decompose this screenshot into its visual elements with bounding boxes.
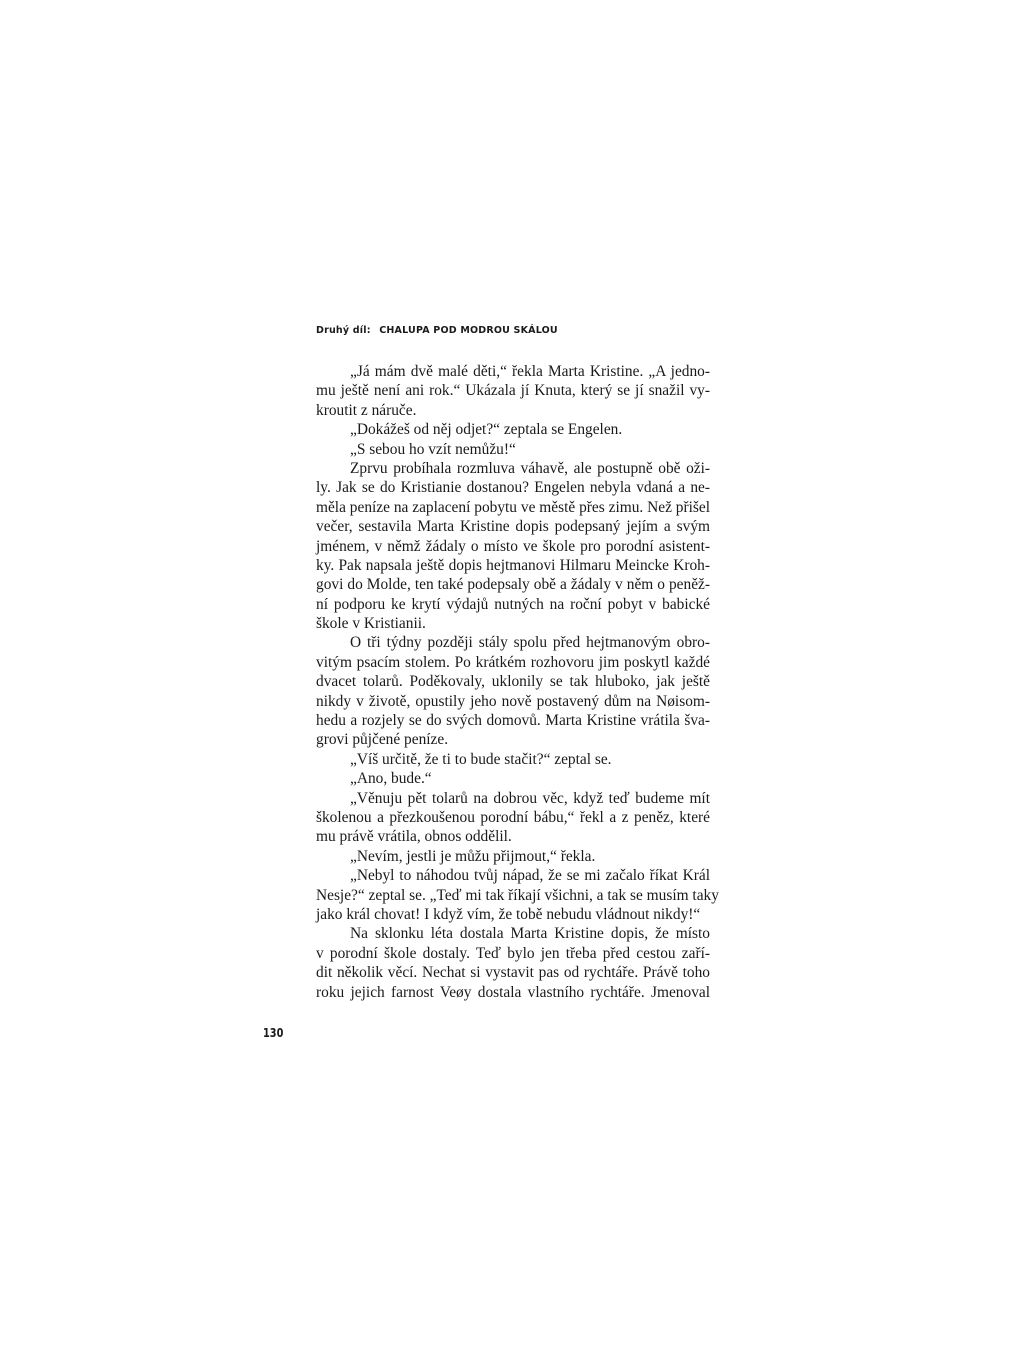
text-line: ly. Jak se do Kristianie dostanou? Engelen nebyla vdaná a ne- [316, 479, 710, 497]
text-line: ní podporu ke krytí výdajů nutných na roční pobyt v babické [316, 595, 710, 613]
text-line: govi do Molde, ten také podepsaly obě a žádaly v něm o peněž- [316, 576, 710, 594]
text-line: jménem, v němž žádaly o místo ve škole pro porodní asistent- [316, 537, 710, 555]
text-line: dvacet tolarů. Poděkovaly, uklonily se tak hluboko, jak ještě [316, 673, 710, 691]
text-line: „Víš určitě, že ti to bude stačit?“ zeptal se. [350, 750, 612, 768]
text-line: dit několik věcí. Nechat si vystavit pas od rychtáře. Právě toho [316, 964, 710, 982]
text-line: mu ještě není ani rok.“ Ukázala jí Knuta, který se jí snažil vy- [316, 382, 710, 400]
text-line: kroutit z náruče. [316, 401, 417, 419]
text-line: mu právě vrátila, obnos oddělil. [316, 828, 512, 846]
text-line: „Já mám dvě malé děti,“ řekla Marta Kristine. „A jedno- [350, 363, 710, 380]
text-line: „Věnuju pět tolarů na dobrou věc, když teď budeme mít [350, 789, 710, 807]
text-line: O tři týdny později stály spolu před hejtmanovým obro- [350, 634, 710, 652]
text-line: „Ano, bude.“ [350, 770, 432, 788]
text-line: „Dokážeš od něj odjet?“ zeptala se Engelen. [350, 421, 623, 439]
text-line: vitým psacím stolem. Po krátkém rozhovoru jim poskytl každé [316, 653, 710, 671]
text-line: „S sebou ho vzít nemůžu!“ [350, 440, 516, 458]
text-line: „Nebyl to náhodou tvůj nápad, že se mi začalo říkat Král [350, 867, 710, 885]
text-line: školenou a přezkoušenou porodní bábu,“ řekl a z peněz, které [316, 808, 710, 826]
text-line: „Nevím, jestli je můžu přijmout,“ řekla. [350, 847, 596, 865]
text-line: jako král chovat! I když vím, že tobě nebudu vládnout nikdy!“ [316, 905, 701, 923]
text-line: Na sklonku léta dostala Marta Kristine dopis, že místo [350, 925, 710, 943]
body-text [316, 362, 719, 1002]
text-line: roku jejich farnost Veøy dostala vlastního rychtáře. Jmenoval [316, 983, 710, 1001]
text-line: Nesje?“ zeptal se. „Teď mi tak říkají všichni, a tak se musím taky [316, 886, 719, 904]
page-number: 130 [263, 1025, 284, 1040]
text-line: večer, sestavila Marta Kristine dopis podepsaný jejím a svým [316, 518, 710, 536]
text-line: ky. Pak napsala ještě dopis hejtmanovi Hilmaru Meincke Kroh- [316, 556, 710, 574]
running-head-title: CHALUPA POD MODROU SKÁLOU [379, 325, 558, 336]
running-head [316, 325, 558, 336]
running-head-part: Druhý díl: [316, 325, 371, 336]
text-line: měla peníze na zaplacení pobytu ve městě přes zimu. Než přišel [316, 498, 710, 516]
text-line: grovi půjčené peníze. [316, 731, 449, 749]
text-line: v porodní škole dostaly. Teď bylo jen třeba před cestou zaří- [316, 944, 710, 962]
text-line: nikdy v životě, opustily jeho nově postavený dům na Nøisom- [316, 692, 710, 710]
text-line: Zprvu probíhala rozmluva váhavě, ale postupně obě oži- [350, 459, 710, 477]
text-line: škole v Kristianii. [316, 615, 426, 633]
text-line: hedu a rozjely se do svých domovů. Marta Kristine vrátila šva- [316, 712, 710, 730]
